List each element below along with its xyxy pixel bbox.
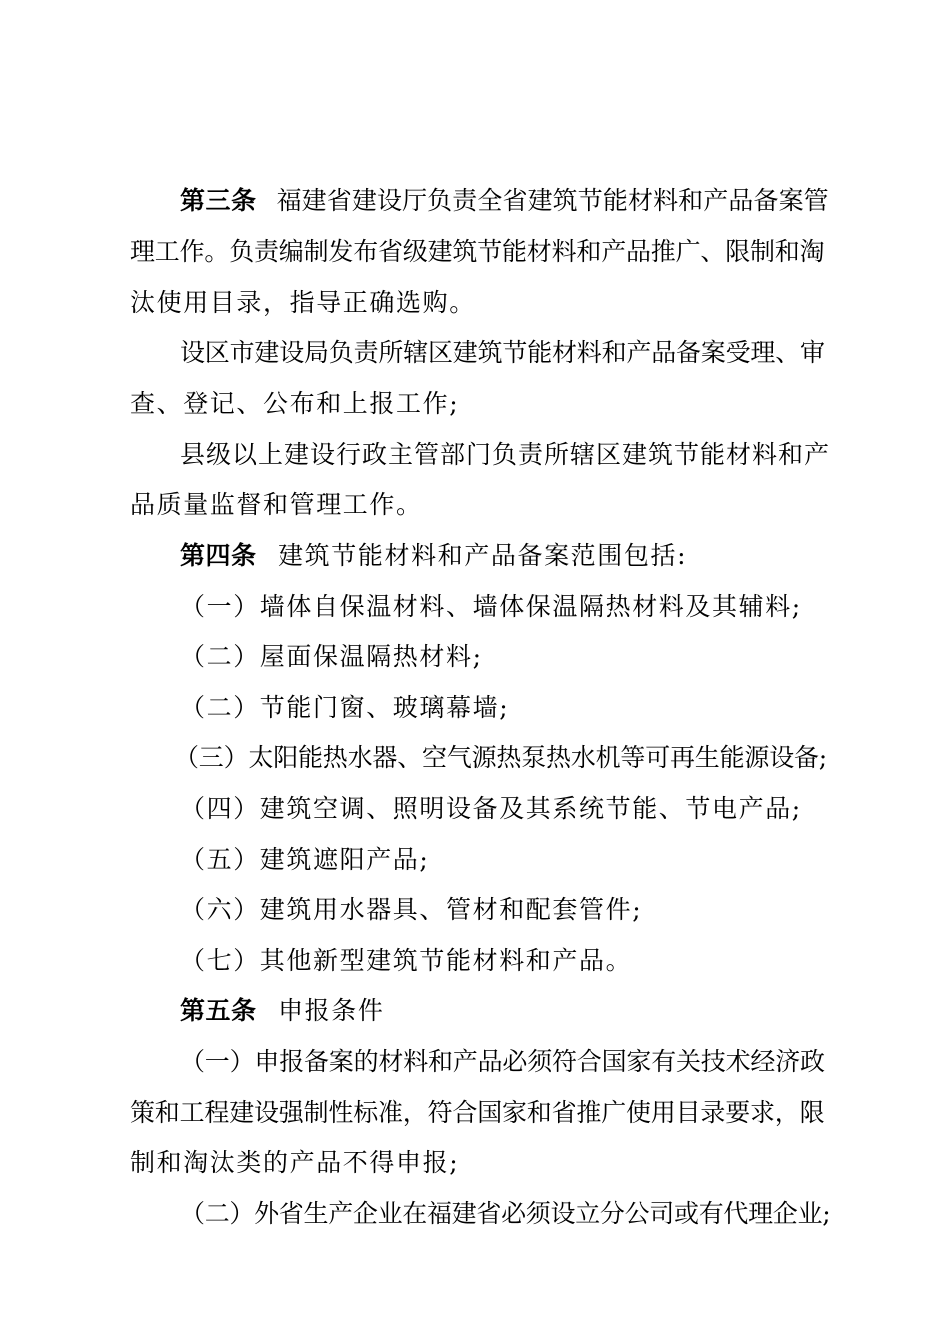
article4-item-8: （七）其他新型建筑节能材料和产品。 [180, 946, 633, 975]
article5-intro: 申报条件 [278, 996, 385, 1025]
article3-line2: 理工作。负责编制发布省级建筑节能材料和产品推广、限制和淘 [130, 237, 825, 266]
article4-item-2: （二）屋面保温隔热材料; [180, 642, 483, 671]
article5-item2-line1: （二）外省生产企业在福建省必须设立分公司或有代理企业; [180, 1199, 831, 1228]
article4-intro: 建筑节能材料和产品备案范围包括: [278, 541, 688, 570]
article5-item1-line3: 制和淘汰类的产品不得申报; [130, 1148, 460, 1177]
article4-item-5: （四）建筑空调、照明设备及其系统节能、节电产品; [180, 794, 802, 823]
article4-item-1: （一）墙体自保温材料、墙体保温隔热材料及其辅料; [180, 592, 802, 621]
article3-para3-line1: 县级以上建设行政主管部门负责所辖区建筑节能材料和产 [180, 440, 831, 469]
article4-item-7: （六）建筑用水器具、管材和配套管件; [180, 895, 643, 924]
article4-item-6: （五）建筑遮阳产品; [180, 845, 430, 874]
article3-heading: 第三条 [180, 186, 257, 215]
article5-item1-line1: （一）申报备案的材料和产品必须符合国家有关技术经济政 [180, 1047, 825, 1076]
article3-line3: 汰使用目录，指导正确选购。 [130, 288, 476, 317]
article3-para2-line1: 设区市建设局负责所辖区建筑节能材料和产品备案受理、审 [180, 338, 825, 367]
article3-line1 [180, 186, 830, 216]
article3-para3-line2: 品质量监督和管理工作。 [130, 490, 423, 519]
article5-heading: 第五条 [180, 996, 257, 1025]
article5-intro-line [180, 996, 830, 1026]
article4-item-4: （三）太阳能热水器、空气源热泵热水机等可再生能源设备; [174, 743, 828, 772]
article3-text: 福建省建设厅负责全省建筑节能材料和产品备案管 [276, 186, 829, 215]
article4-intro-line [180, 541, 830, 571]
article4-item-3: （二）节能门窗、玻璃幕墙; [180, 693, 510, 722]
article5-item1-line2: 策和工程建设强制性标准，符合国家和省推广使用目录要求，限 [130, 1098, 825, 1127]
article4-heading: 第四条 [180, 541, 257, 570]
article3-para2-line2: 查、登记、公布和上报工作; [130, 389, 460, 418]
